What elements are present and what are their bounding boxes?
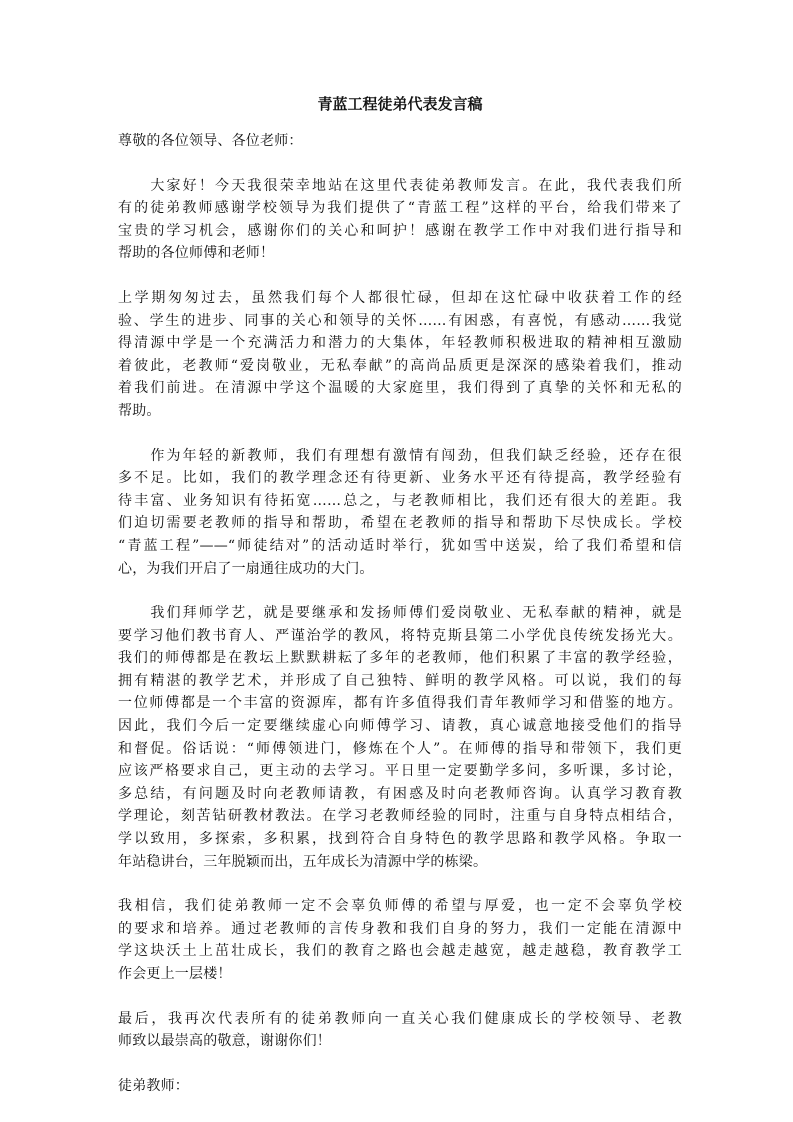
document-title: 青蓝工程徒弟代表发言稿 [317,95,483,113]
paragraph-line: 有的徒弟教师感谢学校领导为我们提供了“青蓝工程”这样的平台，给我们带来了 [118,200,682,217]
paragraph-line: 宝贵的学习机会，感谢你们的关心和呵护！感谢在教学工作中对我们进行指导和 [118,222,682,239]
body-paragraphs [118,175,682,1075]
paragraph-line: 和督促。俗话说：“师傅领进门，修炼在个人”。在师傅的指导和带领下，我们更 [118,740,682,757]
paragraph [118,287,682,423]
paragraph-line: 学这块沃土上茁壮成长，我们的教育之路也会越走越宽，越走越稳，教育教学工 [118,943,682,960]
paragraph-line: 因此，我们今后一定要继续虚心向师傅学习、请教，真心诚意地接受他们的指导 [118,718,682,735]
paragraph [118,1008,682,1053]
greeting: 尊敬的各位领导、各位老师： [118,133,303,149]
paragraph-line: 我相信，我们徒弟教师一定不会辜负师傅的希望与厚爱，也一定不会辜负学校 [118,898,682,915]
paragraph-line: 拥有精湛的教学艺术，并形成了自己独特、鲜明的教学风格。可以说，我们的每 [118,672,682,689]
paragraph-line: 帮助的各位师傅和老师！ [118,245,275,262]
paragraph-line: 得清源中学是一个充满活力和潜力的大集体，年轻教师积极进取的精神相互激励 [118,335,682,352]
paragraph-line: 验、学生的进步、同事的关心和领导的关怀……有困惑，有喜悦，有感动……我觉 [118,312,682,329]
signature: 徒弟教师： [118,1077,189,1094]
paragraph-line: 我们的师傅都是在教坛上默默耕耘了多年的老教师，他们积累了丰富的教学经验， [118,650,682,667]
paragraph [118,445,682,581]
paragraph-line: 应该严格要求自己，更主动的去学习。平日里一定要勤学多问，多听课，多讨论， [118,763,682,780]
paragraph-line: 作为年轻的新教师，我们有理想有激情有闯劲，但我们缺乏经验，还存在很 [118,447,682,464]
paragraph-line: 着我们前进。在清源中学这个温暖的大家庭里，我们得到了真挚的关怀和无私的 [118,380,682,397]
document-page [118,92,682,1097]
paragraph-line: 一位师傅都是一个丰富的资源库，都有许多值得我们青年教师学习和借鉴的地方。 [118,695,682,712]
paragraph-line: 们迫切需要老教师的指导和帮助，希望在老教师的指导和帮助下尽快成长。学校 [118,515,682,532]
paragraph-line: 多不足。比如，我们的教学理念还有待更新、业务水平还有待提高，教学经验有 [118,470,682,487]
paragraph-line: 待丰富、业务知识有待拓宽……总之，与老教师相比，我们还有很大的差距。我 [118,492,682,509]
paragraph-line: 心，为我们开启了一扇通往成功的大门。 [118,560,374,577]
paragraph [118,602,682,873]
paragraph-line: 的要求和培养。通过老教师的言传身教和我们自身的努力，我们一定能在清源中 [118,920,682,937]
paragraph-line: 年站稳讲台，三年脱颖而出，五年成长为清源中学的栋梁。 [118,853,488,870]
paragraph-line: 学理论，刻苦钻研教材教法。在学习老教师经验的同时，注重与自身特点相结合， [118,808,682,825]
paragraph-line: “青蓝工程”——“师徒结对”的活动适时举行，犹如雪中送炭，给了我们希望和信 [118,537,682,554]
paragraph-line: 要学习他们教书育人、严谨治学的教风，将特克斯县第二小学优良传统发扬光大。 [118,627,682,644]
paragraph-line: 最后，我再次代表所有的徒弟教师向一直关心我们健康成长的学校领导、老教 [118,1010,682,1027]
paragraph-line: 多总结，有问题及时向老教师请教，有困惑及时向老教师咨询。认真学习教育教 [118,785,682,802]
paragraph [118,895,682,985]
paragraph-line: 学以致用，多探索，多积累，找到符合自身特色的教学思路和教学风格。争取一 [118,831,682,848]
paragraph [118,175,682,265]
paragraph-line: 我们拜师学艺，就是要继承和发扬师傅们爱岗敬业、无私奉献的精神，就是 [118,605,682,622]
paragraph-line: 作会更上一层楼！ [118,966,232,982]
paragraph-line: 着彼此，老教师“爱岗敬业，无私奉献”的高尚品质更是深深的感染着我们，推动 [118,357,682,374]
paragraph-line: 帮助。 [118,402,161,419]
paragraph-line: 大家好！今天我很荣幸地站在这里代表徒弟教师发言。在此，我代表我们所 [118,177,682,194]
paragraph-line: 师致以最崇高的敬意，谢谢你们！ [118,1033,331,1050]
paragraph-line: 上学期匆匆过去，虽然我们每个人都很忙碌，但却在这忙碌中收获着工作的经 [118,289,682,306]
